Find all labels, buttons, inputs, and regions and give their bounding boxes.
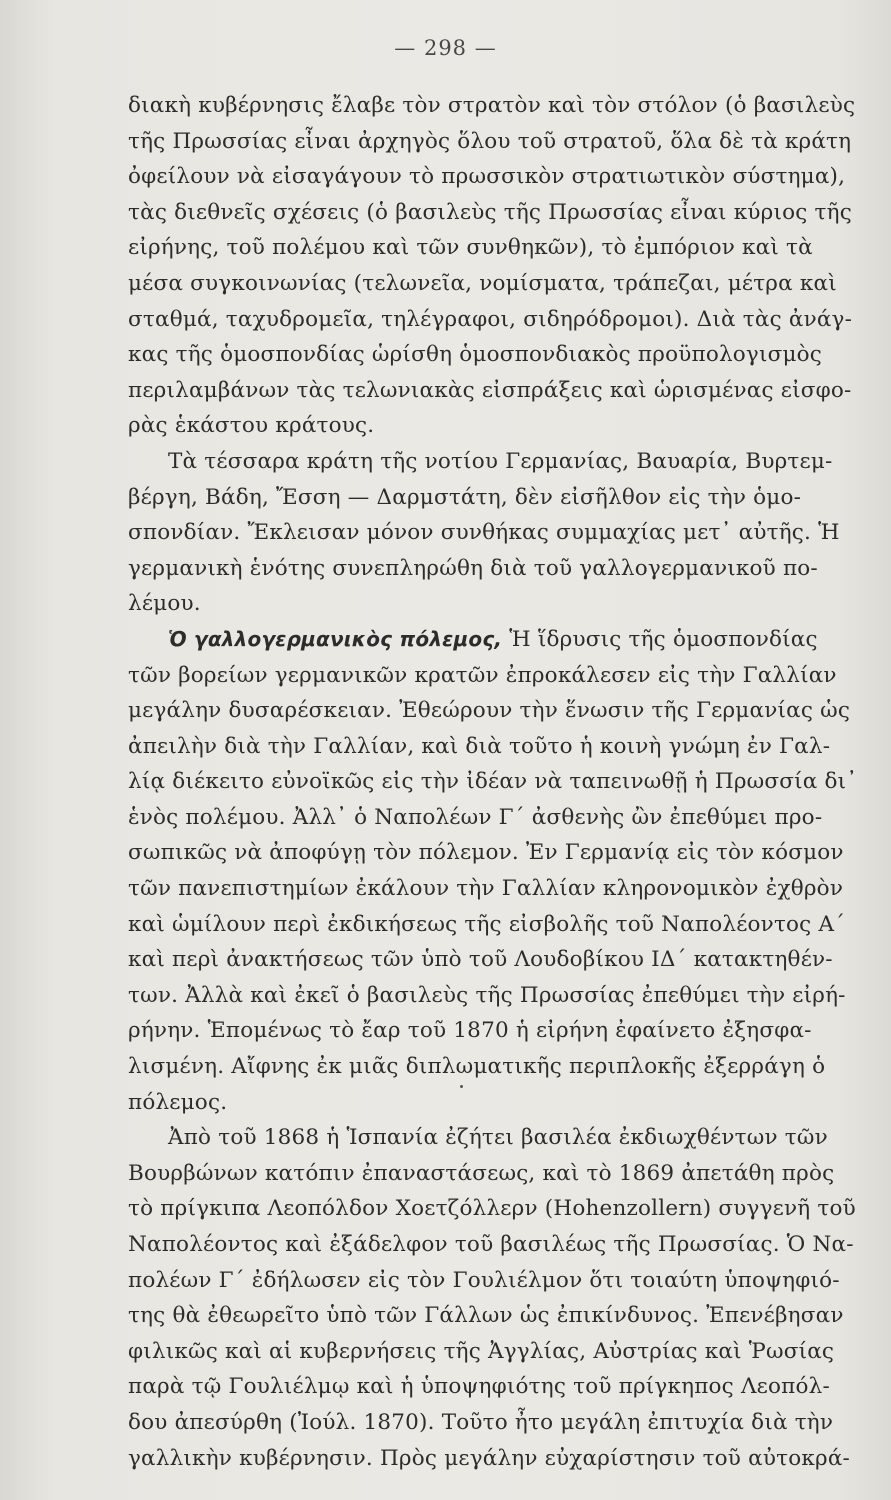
text-line: ἀπειλὴν διὰ τὴν Γαλλίαν, καὶ διὰ τοῦτο ἡ κοινὴ γνώμη ἐν Γαλ-: [128, 733, 831, 759]
text-line: καὶ ὡμίλουν περὶ ἐκδικήσεως τῆς εἰσβολῆς τοῦ Ναπολέοντος Α΄: [128, 911, 846, 937]
text-line: λισμένη. Αἴφνης ἐκ μιᾶς διπλωματικῆς περιπλοκῆς ἐξερράγη ὁ: [128, 1054, 826, 1080]
text-line: τῆς Πρωσσίας εἶναι ἀρχηγὸς ὅλου τοῦ στρατοῦ, ὅλα δὲ τὰ κράτη: [128, 128, 852, 154]
text-line: σταθμά, ταχυδρομεῖα, τηλέγραφοι, σιδηρόδρομοι). Διὰ τὰς ἀνάγ-: [128, 306, 853, 332]
text-line: μέσα συγκοινωνίας (τελωνεῖα, νομίσματα, τράπεζαι, μέτρα καὶ: [128, 270, 837, 296]
text-line: λίᾳ διέκειτο εὐνοϊκῶς εἰς τὴν ἰδέαν νὰ ταπεινωθῇ ἡ Πρωσσία δι᾽: [128, 769, 858, 795]
body-text: [128, 88, 888, 1476]
text-line: ὀφείλουν νὰ εἰσαγάγουν τὸ πρωσσικὸν στρατιωτικὸν σύστημα),: [128, 164, 846, 190]
text-line: των. Ἀλλὰ καὶ ἐκεῖ ὁ βασιλεὺς τῆς Πρωσσίας ἐπεθύμει τὴν εἰρή-: [128, 982, 846, 1008]
text-line: πολέων Γ΄ ἐδήλωσεν εἰς τὸν Γουλιέλμον ὅτι τοιαύτη ὑποψηφιό-: [128, 1267, 840, 1293]
text-line: καὶ περὶ ἀνακτήσεως τῶν ὑπὸ τοῦ Λουδοβίκου ΙΔ΄ κατακτηθέν-: [128, 947, 833, 973]
text-line: της θὰ ἐθεωρεῖτο ὑπὸ τῶν Γάλλων ὡς ἐπικίνδυνος. Ἐπενέβησαν: [128, 1303, 844, 1329]
text-line: πόλεμος.: [128, 1089, 228, 1115]
text-line: βέργη, Βάδη, Ἔσση — Δαρμστάτη, δὲν εἰσῆλθον εἰς τὴν ὁμο-: [128, 484, 802, 510]
section-heading: Ὁ γαλλογερμανικὸς πόλεμος,: [168, 626, 503, 651]
text-line: μεγάλην δυσαρέσκειαν. Ἐθεώρουν τὴν ἕνωσιν τῆς Γερμανίας ὡς: [128, 698, 851, 724]
section-heading-line: [128, 622, 888, 658]
text-line: Βουρβώνων κατόπιν ἐπαναστάσεως, καὶ τὸ 1869 ἀπετάθη πρὸς: [128, 1160, 835, 1186]
text-line: σπονδίαν. Ἔκλεισαν μόνον συνθήκας συμμαχίας μετ᾽ αὐτῆς. Ἡ: [128, 520, 840, 546]
text-line: κας τῆς ὁμοσπονδίας ὡρίσθη ὁμοσπονδιακὸς προϋπολογισμὸς: [128, 342, 823, 368]
text-line: ρὰς ἑκάστου κράτους.: [128, 413, 375, 439]
text-line: παρὰ τῷ Γουλιέλμῳ καὶ ἡ ὑποψηφιότης τοῦ πρίγκηπος Λεοπόλ-: [128, 1374, 830, 1400]
text-line: γαλλικὴν κυβέρνησιν. Πρὸς μεγάλην εὐχαρίστησιν τοῦ αὐτοκρά-: [128, 1445, 851, 1471]
text-line: τὸ πρίγκιπα Λεοπόλδον Χοετζόλλερν (Hohenzollern) συγγενῆ τοῦ: [128, 1196, 856, 1222]
text-line: τῶν πανεπιστημίων ἐκάλουν τὴν Γαλλίαν κληρονομικὸν ἐχθρὸν: [128, 876, 844, 902]
text-line: Ναπολέοντος καὶ ἐξάδελφον τοῦ βασιλέως τῆς Πρωσσίας. Ὁ Να-: [128, 1232, 854, 1257]
text-line: σωπικῶς νὰ ἀποφύγῃ τὸν πόλεμον. Ἐν Γερμανίᾳ εἰς τὸν κόσμον: [128, 840, 844, 866]
text-line: Τὰ τέσσαρα κράτη τῆς νοτίου Γερμανίας, Βαυαρία, Βυρτεμ-: [168, 448, 833, 474]
print-speck: [460, 1085, 463, 1088]
text-line: περιλαμβάνων τὰς τελωνιακὰς εἰσπράξεις καὶ ὡρισμένας εἰσφο-: [128, 377, 852, 403]
text-line: εἰρήνης, τοῦ πολέμου καὶ τῶν συνθηκῶν), τὸ ἐμπόριον καὶ τὰ: [128, 235, 813, 261]
text-run: Ἡ ἵδρυσις τῆς ὁμοσπονδίας: [509, 626, 818, 652]
text-line: τῶν βορείων γερμανικῶν κρατῶν ἐπροκάλεσεν εἰς τὴν Γαλλίαν: [128, 662, 837, 688]
page-number: — 298 —: [394, 36, 497, 60]
text-line: δου ἀπεσύρθη (Ἰούλ. 1870). Τοῦτο ἦτο μεγάλη ἐπιτυχία διὰ τὴν: [128, 1409, 834, 1435]
text-line: τὰς διεθνεῖς σχέσεις (ὁ βασιλεὺς τῆς Πρωσσίας εἶναι κύριος τῆς: [128, 199, 852, 225]
text-line: Ἀπὸ τοῦ 1868 ἡ Ἱσπανία ἐζήτει βασιλέα ἐκδιωχθέντων τῶν: [168, 1125, 828, 1151]
text-line: ρήνην. Ἑπομένως τὸ ἔαρ τοῦ 1870 ἡ εἰρήνη ἐφαίνετο ἐξησφα-: [128, 1018, 812, 1044]
text-line: διακὴ κυβέρνησις ἔλαβε τὸν στρατὸν καὶ τὸν στόλον (ὁ βασιλεὺς: [128, 93, 856, 118]
text-line: φιλικῶς καὶ αἱ κυβερνήσεις τῆς Ἀγγλίας, Αὐστρίας καὶ Ῥωσίας: [128, 1338, 835, 1364]
text-line: λέμου.: [128, 591, 201, 617]
text-line: γερμανικὴ ἑνότης συνεπληρώθη διὰ τοῦ γαλλογερμανικοῦ πο-: [128, 555, 818, 581]
text-line: ἑνὸς πολέμου. Ἀλλ᾽ ὁ Ναπολέων Γ΄ ἀσθενὴς ὢν ἐπεθύμει προ-: [128, 804, 823, 830]
